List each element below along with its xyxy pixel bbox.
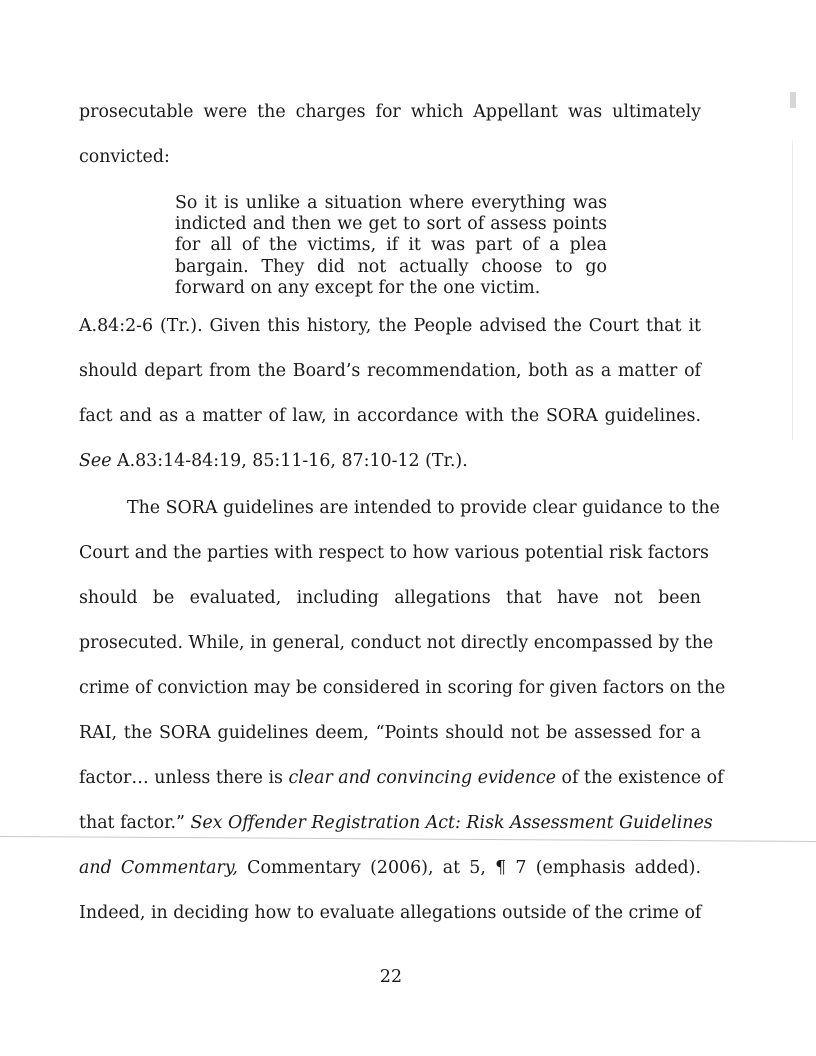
para3-line2: Court and the parties with respect to how various potential risk factors (79, 543, 709, 563)
text-segment: of the existence of (556, 768, 724, 788)
para3-line7 (79, 767, 724, 789)
para2-line1: A.84:2-6 (Tr.). Given this history, the People advised the Court that it (79, 316, 701, 336)
para1-line2: convicted: (79, 147, 170, 167)
text-segment: that factor.” (79, 813, 191, 833)
para1-line1: prosecutable were the charges for which Appellant was ultimately (79, 102, 701, 122)
scan-line (0, 836, 816, 842)
para3-line6: RAI, the SORA guidelines deem, “Points should not be assessed for a (79, 723, 701, 743)
para3-line5: crime of conviction may be considered in scoring for given factors on the (79, 678, 726, 698)
para2-line2: should depart from the Board’s recommendation, both as a matter of (79, 361, 701, 381)
quote-line3: for all of the victims, if it was part of a plea (175, 235, 607, 255)
para3-line8 (79, 812, 713, 834)
see-signal: See (79, 451, 112, 471)
para3-line10: Indeed, in deciding how to evaluate allegations outside of the crime of (79, 903, 702, 923)
text-segment: Commentary (2006), at 5, ¶ 7 (emphasis added). (237, 858, 701, 878)
scan-speck (790, 92, 796, 108)
para3-line3: should be evaluated, including allegations that have not been (79, 588, 701, 608)
quote-line4: bargain. They did not actually choose to go (175, 257, 607, 277)
source-title: Sex Offender Registration Act: Risk Assessment Guidelines (190, 813, 713, 833)
para3-line1: The SORA guidelines are intended to provide clear guidance to the (127, 498, 720, 518)
scan-edge (792, 140, 793, 440)
emphasis: clear and convincing evidence (288, 768, 557, 788)
text-segment: factor… unless there is (79, 768, 289, 788)
source-title: and Commentary, (79, 858, 238, 878)
para2-line3: fact and as a matter of law, in accordance with the SORA guidelines. (79, 406, 701, 426)
para3-line9 (79, 857, 701, 879)
quote-line5: forward on any except for the one victim. (175, 278, 541, 298)
para2-line4 (79, 450, 701, 472)
citation: A.83:14-84:19, 85:11-16, 87:10-12 (Tr.). (111, 451, 468, 471)
para3-line4: prosecuted. While, in general, conduct not directly encompassed by the (79, 633, 714, 653)
quote-line1: So it is unlike a situation where everything was (175, 193, 607, 213)
quote-line2: indicted and then we get to sort of assess points (175, 214, 607, 234)
page-number: 22 (379, 967, 403, 987)
